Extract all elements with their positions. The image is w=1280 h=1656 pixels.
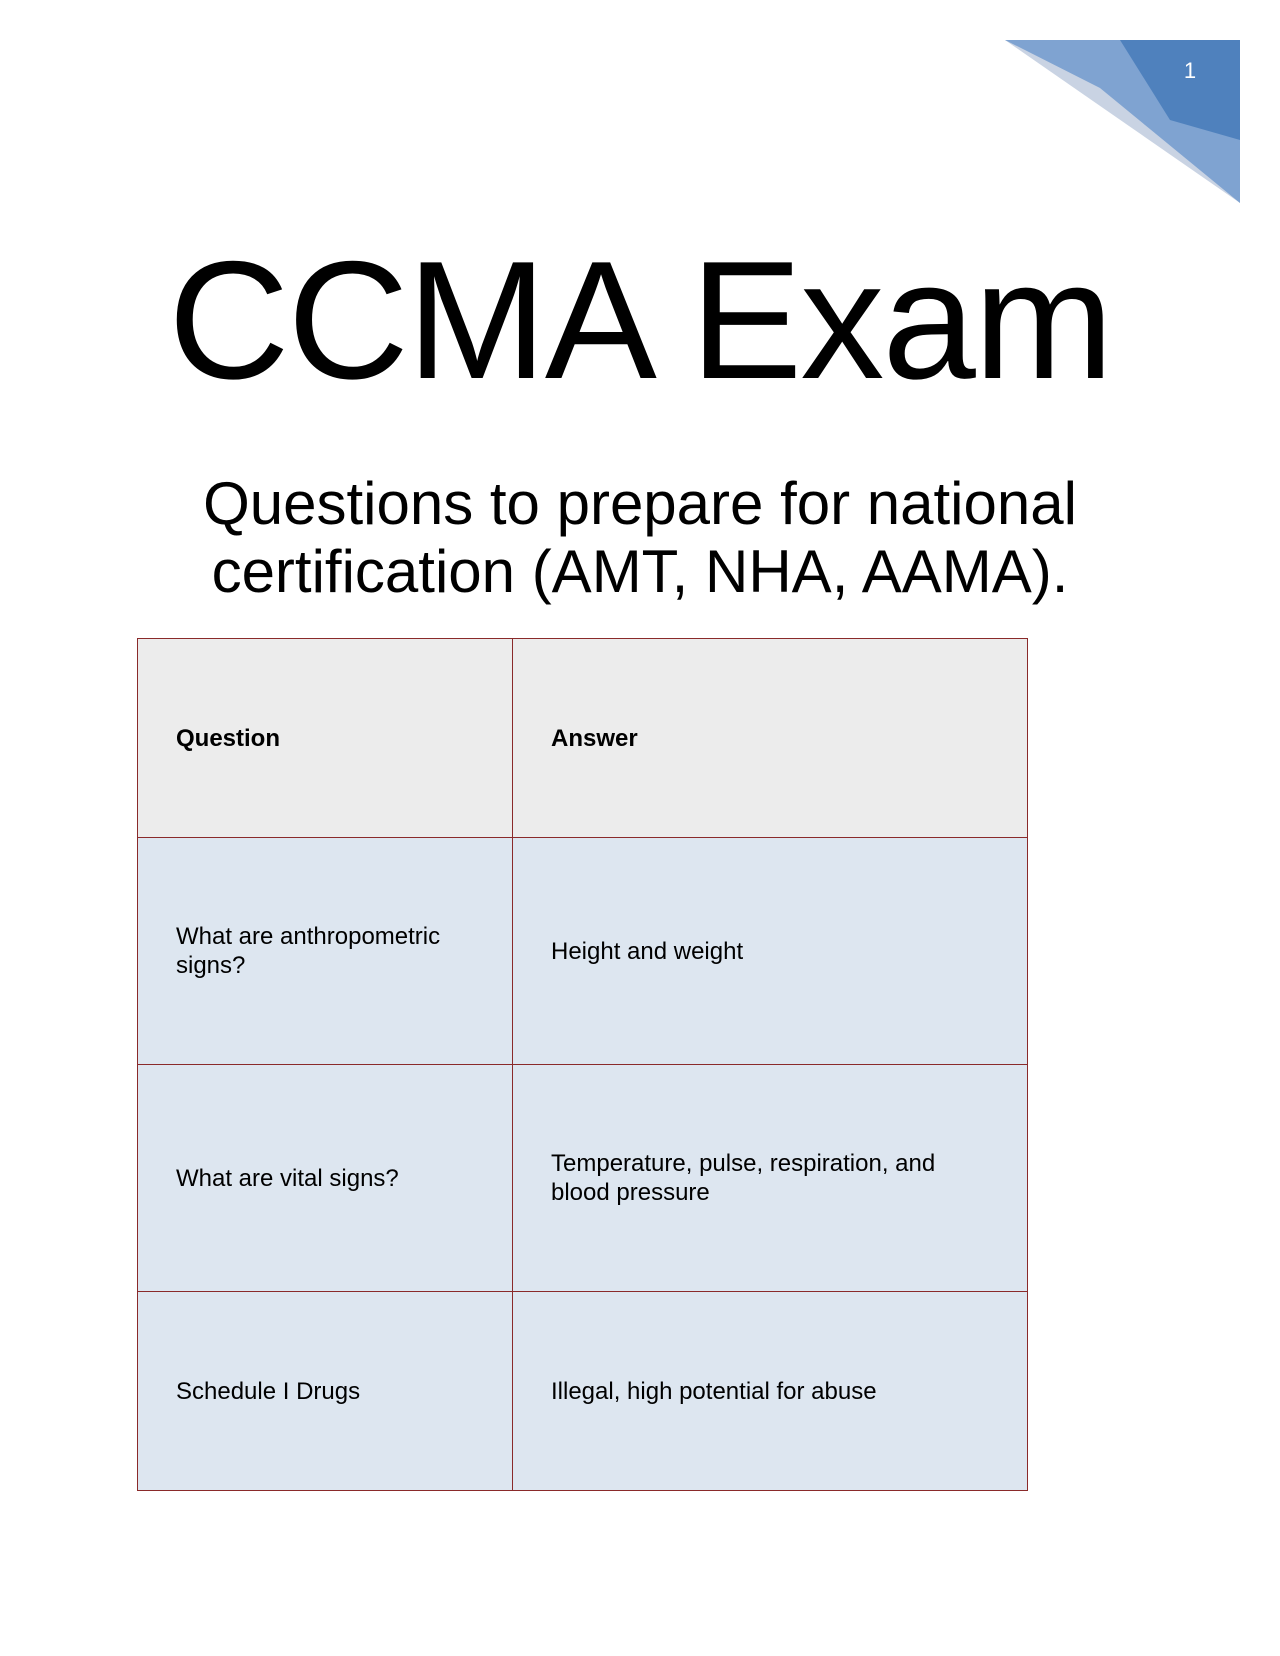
answer-cell: Illegal, high potential for abuse [513,1292,1028,1491]
answer-cell: Height and weight [513,838,1028,1065]
answer-cell: Temperature, pulse, respiration, and blood pressure [513,1065,1028,1292]
qa-table [137,638,1028,1491]
column-header-answer: Answer [513,639,1028,838]
column-header-question: Question [138,639,513,838]
question-cell: What are anthropometric signs? [138,838,513,1065]
table-row [138,1292,1028,1491]
table-row [138,838,1028,1065]
document-title: CCMA Exam [168,226,1112,414]
table-row [138,1065,1028,1292]
table-header-row [138,639,1028,838]
page-number: 1 [1183,58,1197,83]
question-cell: What are vital signs? [138,1065,513,1292]
page-corner-decoration [0,0,1280,220]
question-cell: Schedule I Drugs [138,1292,513,1491]
document-subtitle: Questions to prepare for national certification (AMT, NHA, AAMA). [203,470,1077,605]
